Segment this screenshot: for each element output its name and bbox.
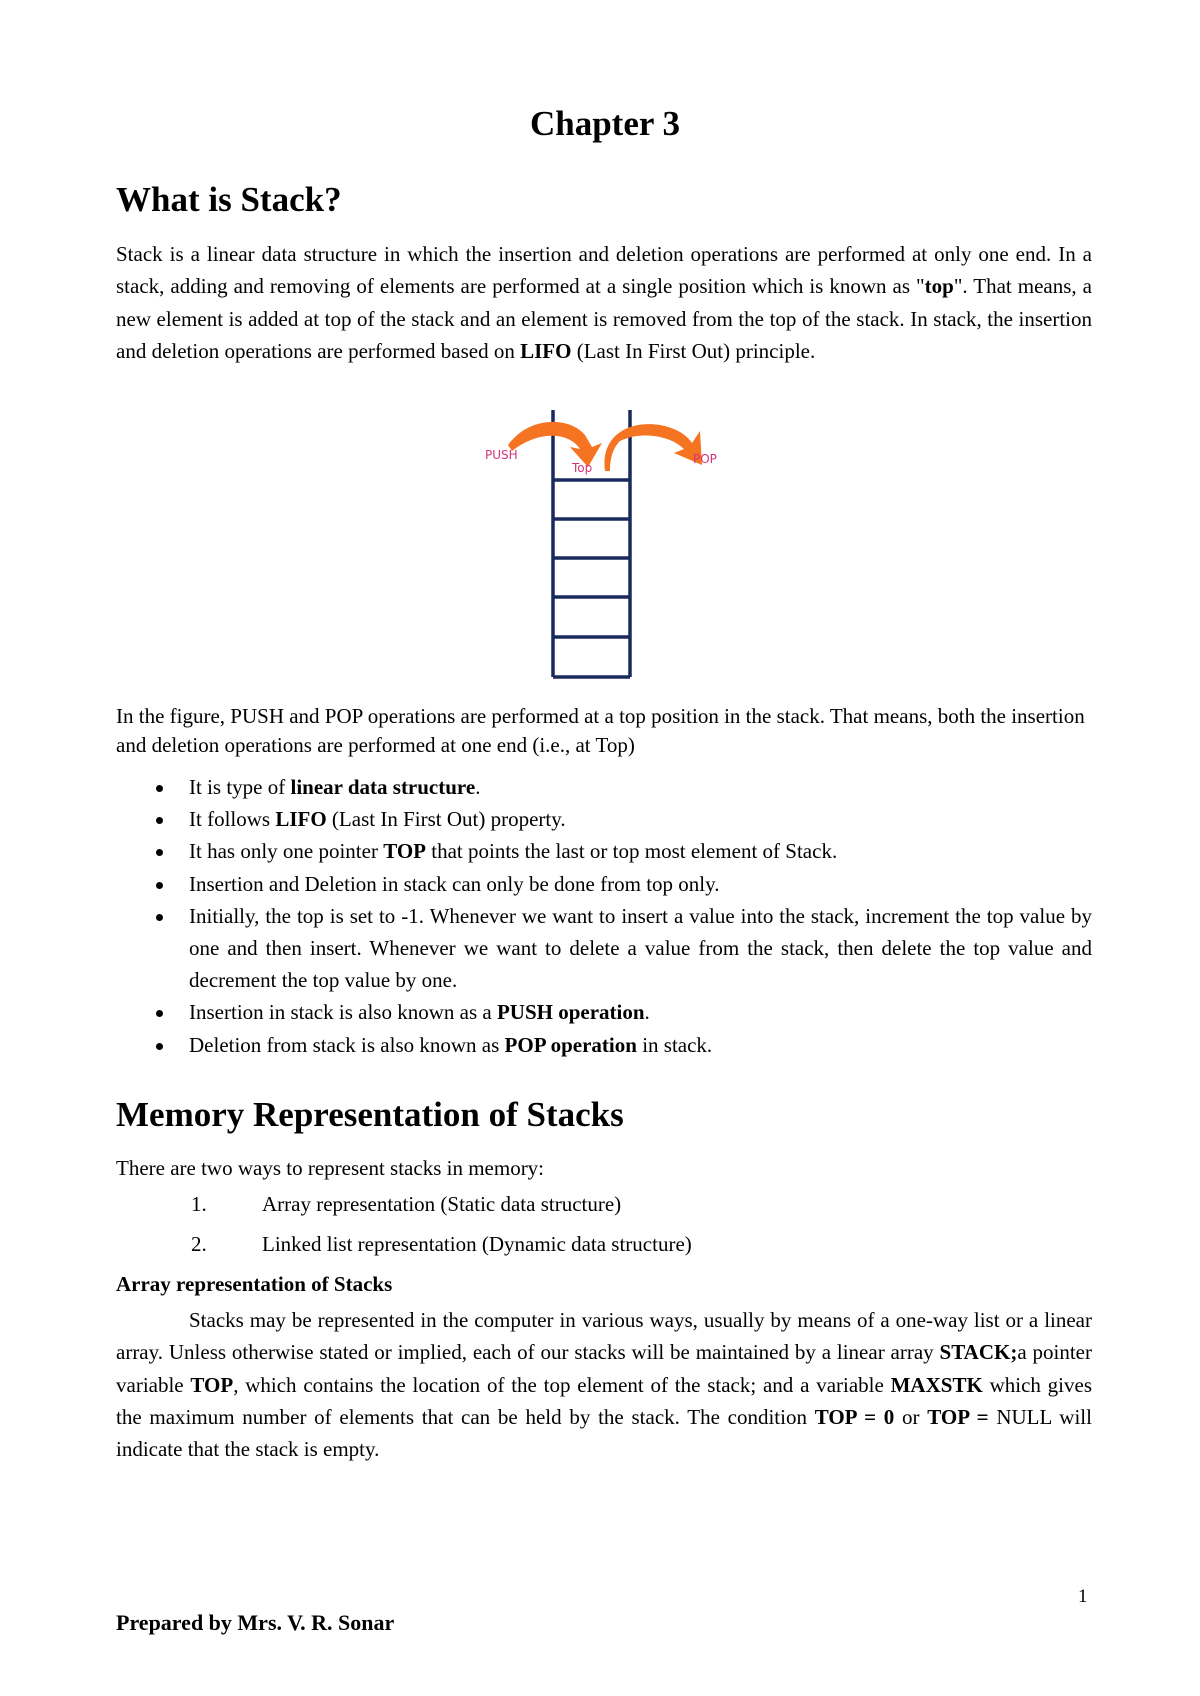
bold-text: LIFO bbox=[275, 807, 327, 832]
text-run: which gives the maximum number of elements that can be held by the stack. The condition bbox=[116, 1372, 1093, 1429]
text-run: , which contains the location of the top element of the stack; and a variable bbox=[233, 1372, 891, 1397]
list-text: Array representation (Static data structure) bbox=[262, 1192, 622, 1216]
bold-text: MAXSTK bbox=[890, 1372, 983, 1397]
stack-diagram bbox=[470, 405, 750, 690]
text-run: ". That means, a new element is added at top of the stack and an element is removed from the top of the stack. In stack, the insertion and deletion operations are performed based on bbox=[116, 274, 1092, 363]
text-run: a pointer variable bbox=[116, 1340, 1092, 1397]
text-run: It has only one pointer bbox=[189, 839, 384, 864]
bold-text: TOP bbox=[190, 1372, 234, 1397]
text-run: Initially, the top is set to -1. Whenever we want to insert a value into the stack, increment the top value by one and then insert. Whenever we want to delete a value from the stack, then delete the top value and decrement the top value by one. bbox=[189, 903, 1092, 993]
text-run: Stack is a linear data structure in which the insertion and deletion operations are performed at only one end. In a stack, adding and removing of elements are performed at a single position which is known as " bbox=[116, 242, 1092, 299]
text-run: . bbox=[475, 775, 481, 799]
bold-text: TOP bbox=[383, 839, 427, 864]
list-item bbox=[116, 803, 1092, 835]
text-run: (Last In First Out) principle. bbox=[571, 338, 816, 363]
list-number: 2. bbox=[191, 1232, 207, 1256]
list-item bbox=[116, 868, 1092, 900]
text-run: in stack. bbox=[636, 1032, 713, 1057]
bold-text: linear data structure bbox=[290, 775, 476, 799]
stack-properties-list bbox=[116, 771, 1092, 1061]
text-run: It follows bbox=[189, 807, 276, 832]
pop-arrow-icon bbox=[604, 424, 702, 471]
list-number: 1. bbox=[191, 1192, 207, 1216]
text-run: . bbox=[644, 1000, 650, 1025]
text-run: that points the last or top most element of Stack. bbox=[426, 839, 838, 864]
bold-text: POP operation bbox=[504, 1032, 637, 1057]
bold-text: TOP = 0 bbox=[814, 1404, 895, 1429]
chapter-title: Chapter 3 bbox=[529, 104, 681, 143]
bold-text: top bbox=[924, 274, 954, 299]
list-text: Linked list representation (Dynamic data structure) bbox=[262, 1232, 692, 1256]
list-item bbox=[116, 835, 1092, 867]
bold-text: STACK; bbox=[939, 1340, 1018, 1365]
list-item bbox=[116, 900, 1092, 997]
list-item bbox=[116, 1029, 1092, 1061]
footer-author: Prepared by Mrs. V. R. Sonar bbox=[116, 1610, 395, 1635]
list-item bbox=[116, 996, 1092, 1028]
bold-text: PUSH operation bbox=[496, 1000, 645, 1025]
page-number: 1 bbox=[1078, 1586, 1088, 1607]
text-run: NULL will indicate that the stack is empty. bbox=[116, 1404, 1092, 1462]
bold-text: TOP = bbox=[927, 1404, 997, 1429]
text-run: or bbox=[894, 1404, 928, 1429]
section-heading-memory-representation: Memory Representation of Stacks bbox=[116, 1095, 624, 1134]
top-label: Top bbox=[572, 461, 593, 475]
bold-text: LIFO bbox=[520, 338, 572, 363]
text-run: (Last In First Out) property. bbox=[326, 807, 566, 832]
text-run: Insertion in stack is also known as a bbox=[189, 1000, 497, 1025]
figure-caption: In the figure, PUSH and POP operations are performed at a top position in the stack. That means, both the insertion and deletion operations are performed at one end (i.e., at Top) bbox=[116, 704, 1085, 757]
text-run: It is type of bbox=[189, 775, 291, 799]
subheading-array-representation: Array representation of Stacks bbox=[116, 1272, 393, 1296]
pop-label: POP bbox=[693, 452, 717, 466]
stack-intro-paragraph bbox=[116, 238, 1092, 367]
memory-intro: There are two ways to represent stacks in memory: bbox=[116, 1156, 545, 1180]
push-label: PUSH bbox=[485, 448, 518, 462]
text-run: Stacks may be represented in the computer in various ways, usually by means of a one-way list or a linear array. Unless otherwise stated or implied, each of our stacks will be maintained by a linear array bbox=[116, 1308, 1092, 1365]
array-representation-paragraph bbox=[116, 1304, 1092, 1465]
section-heading-what-is-stack: What is Stack? bbox=[116, 180, 342, 219]
list-item bbox=[116, 771, 1092, 803]
text-run: Insertion and Deletion in stack can only be done from top only. bbox=[189, 871, 720, 896]
text-run: Deletion from stack is also known as bbox=[189, 1032, 505, 1057]
